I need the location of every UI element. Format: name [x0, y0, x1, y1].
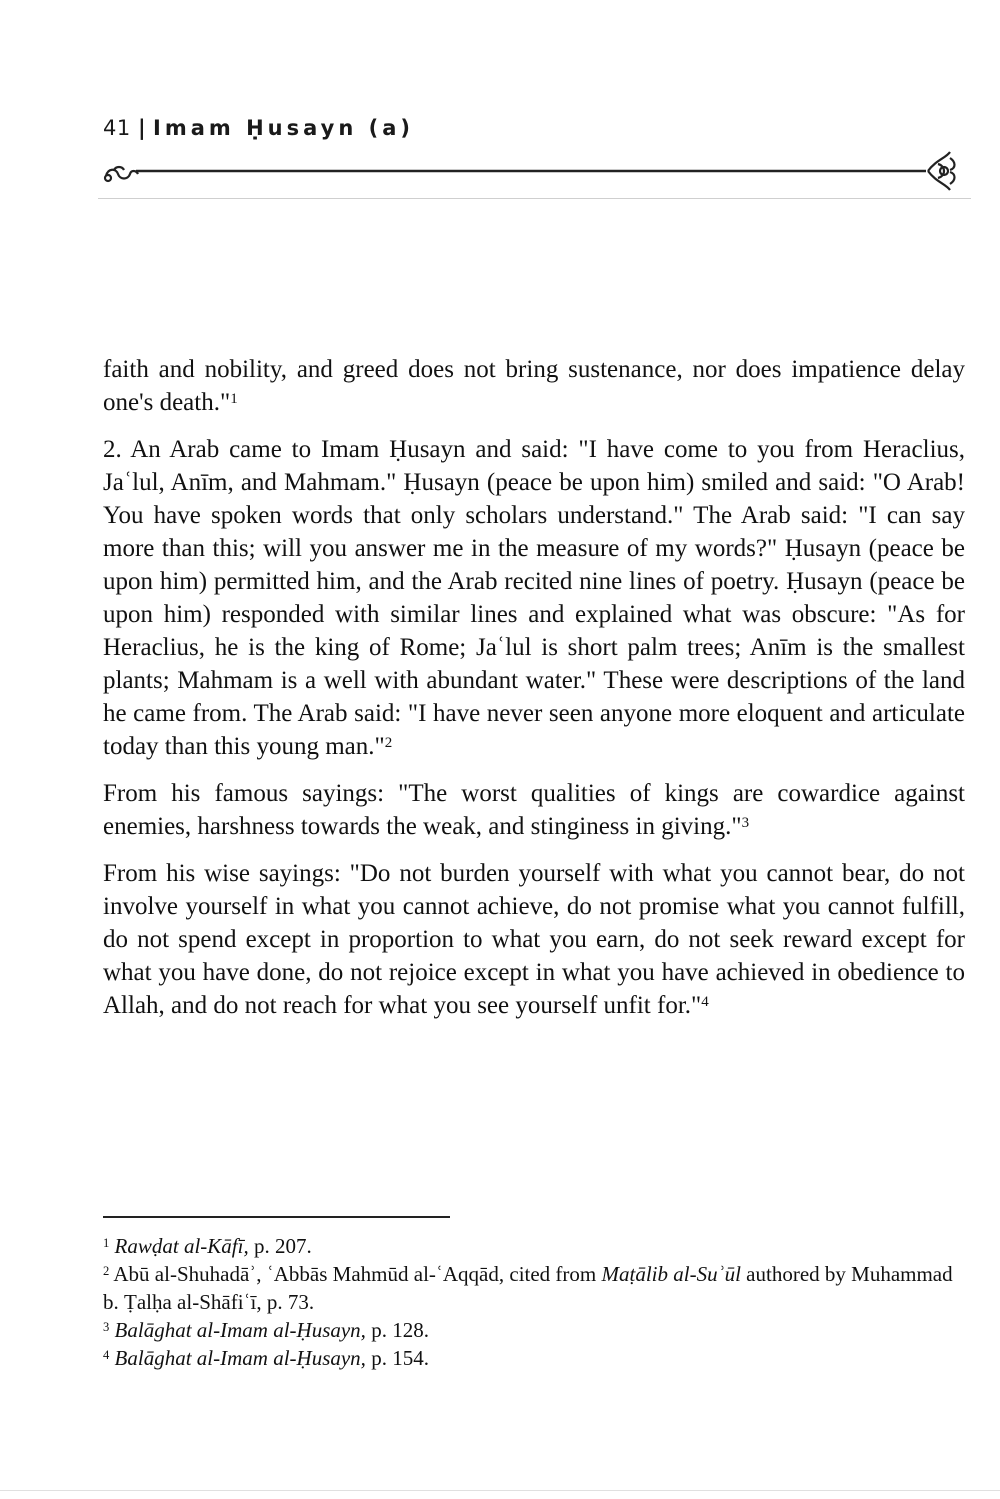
ornamental-rule: [100, 148, 960, 192]
footnote-detail: p. 128.: [365, 1318, 429, 1342]
footnote-separator: [103, 1216, 450, 1218]
header-separator: |: [138, 116, 146, 140]
running-header: [103, 116, 414, 140]
paragraph-1-text: faith and nobility, and greed does not bring sustenance, nor does impatience delay one's death.": [103, 356, 965, 416]
footnote-detail: p. 207.: [248, 1234, 312, 1258]
footnote-number: 3: [103, 1319, 110, 1334]
paragraph-3-text: From his famous sayings: "The worst qualities of kings are cowardice against enemies, harshness towards the weak, and stinginess in giving.": [103, 780, 965, 840]
page-bottom-edge: [0, 1490, 1000, 1491]
footnote-3: [103, 1316, 965, 1344]
left-flourish-icon: [105, 167, 138, 181]
footnote-source-title: Rawḍat al-Kāfī,: [114, 1234, 249, 1258]
footnote-number: 4: [103, 1347, 110, 1362]
footnote-source-title: Balāghat al-Imam al-Ḥusayn,: [114, 1318, 366, 1342]
footnote-number: 1: [103, 1235, 110, 1250]
paragraph-4: [103, 857, 965, 1022]
footnote-4: [103, 1344, 965, 1372]
footnote-prefix: Abū al-Shuhadāʾ, ʿAbbās Mahmūd al-ʿAqqād, cited from: [113, 1262, 602, 1286]
footnote-ref-3: 3: [741, 814, 750, 831]
footnote-2: [103, 1260, 965, 1316]
right-flourish-icon: [928, 152, 955, 190]
main-text: [103, 353, 965, 1036]
footnote-detail: authored by Muhammad b. Ṭalḥa al-Shāfiʿī, p. 73.: [103, 1262, 953, 1314]
running-title: Imam Ḥusayn (a): [153, 116, 414, 140]
paragraph-1: [103, 353, 965, 419]
footnote-ref-2: 2: [384, 734, 393, 751]
footnote-source-title: Maṭālib al-Suʾūl: [601, 1262, 741, 1286]
footnote-source-title: Balāghat al-Imam al-Ḥusayn,: [114, 1346, 366, 1370]
paragraph-2-text: 2. An Arab came to Imam Ḥusayn and said: "I have come to you from Heraclius, Jaʿlul, Anīm, and Mahmam." Ḥusayn (peace be upon him) smiled and said: "O Arab! You have spoken words that only scholars understand." The Arab said: "I can say more than this; will you answer me in the measure of my words?" Ḥusayn (peace be upon him) permitted him, and the Arab recited nine lines of poetry. Ḥusayn (peace be upon him) responded with similar lines and explained what was obscure: "As for Heraclius, he is the king of Rome; Jaʿlul is short palm trees; Anīm is the smallest plants; Mahmam is a well with abundant water." These were descriptions of the land he came from. The Arab said: "I have never seen anyone more eloquent and articulate today than this young man.": [103, 436, 965, 760]
paragraph-2: [103, 433, 965, 763]
paragraph-4-text: From his wise sayings: "Do not burden yourself with what you cannot bear, do not involve yourself in what you cannot achieve, do not promise what you cannot fulfill, do not spend except in proportion to what you earn, do not seek reward except for what you have done, do not rejoice except in what you have achieved in obedience to Allah, and do not reach for what you see yourself unfit for.": [103, 860, 965, 1019]
header-divider: [98, 198, 971, 199]
footnote-ref-1: 1: [230, 390, 238, 407]
page-number: 41: [103, 116, 131, 140]
footnote-1: [103, 1232, 965, 1260]
footnote-ref-4: 4: [701, 993, 709, 1010]
footnote-number: 2: [103, 1263, 110, 1278]
footnote-detail: p. 154.: [365, 1346, 429, 1370]
footnotes: [103, 1232, 965, 1372]
paragraph-3: [103, 777, 965, 843]
